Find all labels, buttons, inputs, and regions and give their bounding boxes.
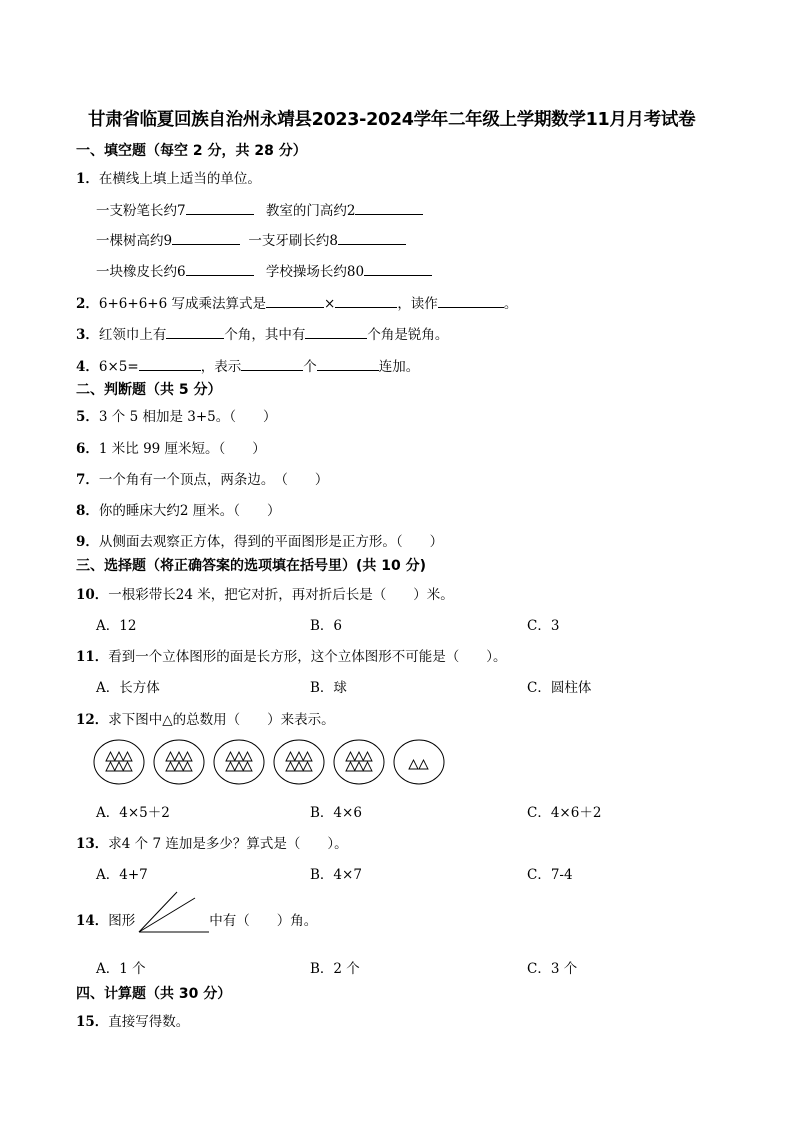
question-text: 个 [303,359,317,375]
option-c[interactable]: C．4×6＋2 [527,805,602,821]
question-15 [76,1010,189,1030]
triangle-shape [235,762,244,771]
question-number: 13． [76,836,109,852]
answer-blank[interactable] [364,263,432,276]
section-heading-true-false: 二、判断题（共 5 分） [76,382,222,398]
triangle-shape [123,752,132,761]
section-heading-multiple-choice: 三、选择题（将正确答案的选项填在括号里）(共 10 分) [76,558,427,574]
triangle-shape [363,762,372,771]
question-12 [76,708,335,728]
answer-blank[interactable] [438,295,504,308]
question-text: 6×5= [98,359,139,375]
question-text: 求下图中△的总数用（ ）来表示。 [108,712,335,728]
question-10 [76,583,454,603]
question-number: 9． [76,534,99,550]
question-1 [76,167,261,187]
triangle-shape [115,752,124,761]
question-4 [76,355,419,375]
triangle-shape [106,762,115,771]
question-text: 看到一个立体图形的面是长方形，这个立体图形不可能是（ ）。 [108,649,507,665]
triangle-shape [409,760,418,769]
section-heading-fill-blank: 一、填空题（每空 2 分，共 28 分） [76,143,307,159]
question-number: 11． [76,649,109,665]
question-text: ，表示 [200,359,242,375]
option-b[interactable]: B．4×6 [310,805,362,821]
answer-blank[interactable] [166,326,224,339]
q1-item-door: 教室的门高约2 [265,203,356,219]
triangle-shape [166,762,175,771]
times-sign: × [324,296,336,312]
option-a[interactable]: A．长方体 [96,680,160,696]
triangle-shape [106,752,115,761]
answer-blank[interactable] [266,295,324,308]
question-text: 1 米比 99 厘米短。（ ） [98,441,266,457]
question-2 [76,292,517,312]
question-number: 14． [76,913,109,929]
question-text: 一根彩带长24 米，把它对折，再对折后长是（ ）米。 [108,587,454,603]
triangle-shape [235,752,244,761]
triangle-shape [419,760,428,769]
question-13 [76,832,348,852]
triangle-shape [295,762,304,771]
answer-blank[interactable] [241,358,303,371]
triangle-shape [226,762,235,771]
question-7 [76,468,328,488]
option-a[interactable]: A．4×5＋2 [96,805,170,821]
question-number: 15． [76,1014,109,1030]
triangle-shape [303,762,312,771]
question-text: 个角是锐角。 [367,327,449,343]
option-b[interactable]: B．6 [310,618,343,634]
question-text: ，读作 [397,296,438,312]
triangle-shape [346,752,355,761]
answer-blank[interactable] [305,326,367,339]
triangle-shape [166,752,175,761]
option-a[interactable]: A．1 个 [96,961,146,977]
option-b[interactable]: B．球 [310,680,347,696]
triangle-shape [363,752,372,761]
triangle-circles-figure [92,738,444,788]
triangle-shape [183,752,192,761]
question-text: 你的睡床大约2 厘米。（ ） [98,503,281,519]
answer-blank[interactable] [338,232,406,245]
answer-blank[interactable] [317,358,379,371]
triangle-shape [355,762,364,771]
question-text: 连加。 [378,359,420,375]
question-number: 7． [76,472,99,488]
question-number: 6． [76,441,99,457]
option-b[interactable]: B．2 个 [310,961,360,977]
answer-blank[interactable] [186,202,254,215]
answer-blank[interactable] [139,358,201,371]
q1-item-chalk: 一支粉笔长约7 [96,203,186,219]
triangle-shape [286,762,295,771]
option-b[interactable]: B．4×7 [310,867,362,883]
question-text: 一个角有一个顶点，两条边。 （ ） [98,472,329,488]
question-8 [76,499,281,519]
q1-item-tree: 一棵树高约9 [96,233,173,249]
question-number: 5． [76,409,99,425]
question-text: 直接写得数。 [108,1014,190,1030]
option-c[interactable]: C．3 个 [527,961,578,977]
option-a[interactable]: A．12 [96,618,137,634]
question-5 [76,405,277,425]
question-number: 8． [76,503,99,519]
question-11 [76,645,507,665]
triangle-shape [346,762,355,771]
q1-row-3 [96,260,432,280]
question-text: 。 [503,296,518,312]
question-text: 个角，其中有 [224,327,306,343]
question-3 [76,323,448,343]
question-number: 2． [76,296,99,312]
question-text: 图形 [108,913,136,929]
q1-item-playground: 学校操场长约80 [265,264,365,280]
triangle-shape [295,752,304,761]
question-6 [76,437,266,457]
question-text: 中有（ ）角。 [209,913,318,929]
triangle-shape [115,762,124,771]
option-c[interactable]: C．7-4 [527,867,573,883]
question-text: 3 个 5 相加是 3+5。（ ） [98,409,277,425]
question-text: 求4 个 7 连加是多少？算式是（ ）。 [108,836,348,852]
question-text: 在横线上填上适当的单位。 [98,171,261,187]
option-a[interactable]: A．4+7 [96,867,148,883]
triangle-shape [243,752,252,761]
triangle-shape [303,752,312,761]
answer-blank[interactable] [186,263,254,276]
triangle-shape [183,762,192,771]
question-9 [76,530,443,550]
triangle-shape [243,762,252,771]
triangle-shape [123,762,132,771]
answer-blank[interactable] [335,295,397,308]
answer-blank[interactable] [172,232,240,245]
question-number: 12． [76,712,109,728]
triangle-shape [226,752,235,761]
triangle-shape [355,752,364,761]
section-heading-calculation: 四、计算题（共 30 分） [76,986,232,1002]
triangle-shape [286,752,295,761]
angle-figure [137,890,213,936]
q1-item-eraser: 一块橡皮长约6 [96,264,186,280]
triangle-shape [175,752,184,761]
question-number: 4． [76,359,99,375]
exam-title: 甘肃省临夏回族自治州永靖县2023-2024学年二年级上学期数学11月月考试卷 [88,110,696,130]
q1-row-2 [96,229,406,249]
option-c[interactable]: C．3 [527,618,560,634]
group-circle [394,740,444,784]
question-number: 3． [76,327,99,343]
q1-row-1 [96,199,423,219]
q1-item-toothbrush: 一支牙刷长约8 [248,233,338,249]
question-text: 从侧面去观察正方体，得到的平面图形是正方形。（ ） [98,534,444,550]
question-number: 10． [76,587,109,603]
triangle-shape [175,762,184,771]
question-text: 6+6+6+6 写成乘法算式是 [98,296,266,312]
question-number: 1． [76,171,99,187]
option-c[interactable]: C．圆柱体 [527,680,592,696]
question-text: 红领巾上有 [98,327,167,343]
answer-blank[interactable] [355,202,423,215]
